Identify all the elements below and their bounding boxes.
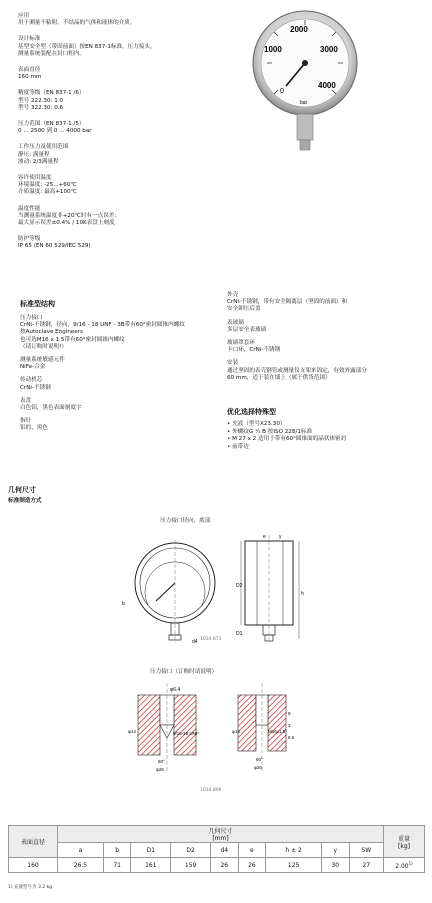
label-3: 3 bbox=[288, 723, 291, 728]
std-left-line-4-0: 铝的，黑色 bbox=[20, 425, 48, 432]
table-col-header-5: e bbox=[238, 843, 266, 858]
std-left-line-3-0: 白色铝，黑色表面刻度字 bbox=[20, 405, 82, 411]
pressure-gauge-image bbox=[250, 8, 360, 153]
spec-line-6-0: 环境温度: -25...+60℃ bbox=[18, 182, 77, 189]
table-cell-8: 30 bbox=[322, 858, 350, 873]
label-b-front: b bbox=[122, 601, 125, 607]
spec-line-2-0: 160 mm bbox=[18, 74, 42, 81]
option-item-3: • 前带边 bbox=[227, 443, 249, 450]
table-cell-0: 160 bbox=[9, 858, 58, 873]
label-phi26-left: φ26 bbox=[156, 767, 164, 772]
table-group-header: 几何尺寸 [mm] bbox=[58, 826, 384, 843]
gauge-label-2000: 2000 bbox=[290, 25, 308, 34]
spec-title-2: 表面直径 bbox=[18, 67, 41, 73]
connection-detail-right bbox=[230, 683, 300, 773]
spec-line-4-0: 0 ... 2500 到 0 ... 4000 bar bbox=[18, 128, 92, 135]
label-60deg-right: 60° bbox=[256, 757, 263, 762]
table-col-header-6: h ± 2 bbox=[266, 843, 322, 858]
spec-line-1-1: 测量系统装配在封口柜内。 bbox=[18, 50, 86, 57]
option-item-0: • 充液（型号X23.30） bbox=[227, 421, 286, 427]
table-cell-7: 125 bbox=[266, 858, 322, 873]
table-col-header-7: y bbox=[322, 843, 350, 858]
gauge-label-3000: 3000 bbox=[320, 45, 338, 54]
label-phi64: φ6.4 bbox=[170, 687, 181, 693]
std-left-title-1: 测量系统敏感元件 bbox=[20, 357, 65, 363]
std-left-title-3: 表盘 bbox=[20, 397, 32, 404]
table-cell-3: 161 bbox=[131, 858, 171, 873]
std-right-line-2-0: 卡口环，CrNi-不锈钢 bbox=[227, 347, 281, 354]
std-left-line-1-0: NiFe-合金 bbox=[20, 364, 46, 371]
spec-title-8: 防护等级 bbox=[18, 236, 41, 243]
table-cell-6: 26 bbox=[238, 858, 266, 873]
gauge-unit: bar bbox=[300, 100, 308, 106]
spec-title-7: 温度性能 bbox=[18, 205, 41, 212]
spec-line-0-0: 用于测量不粘附，不结晶的气体和液体的介质。 bbox=[18, 20, 136, 27]
standard-heading: 标准型结构 bbox=[20, 300, 55, 308]
geometry-subheading: 标准制造方式 bbox=[8, 498, 42, 504]
label-D2: D2 bbox=[236, 583, 243, 589]
std-left-line-2-0: CrNi-不锈钢 bbox=[20, 384, 51, 391]
drawing2-caption: 压力接口（订购时请说明） bbox=[150, 669, 218, 675]
table-weight-header: 重量 [kg] bbox=[384, 826, 425, 858]
spec-line-7-1: 最大显示误差±0.4% / 10K表盘上刻度 bbox=[18, 220, 115, 226]
table-col-header-1: b bbox=[103, 843, 131, 858]
table-cell-10: 2.00$^{1)}$ bbox=[384, 858, 425, 873]
table-cell-1: 26.5 bbox=[58, 858, 104, 873]
table-col-header-4: d4 bbox=[211, 843, 239, 858]
std-right-line-0-0: CrNi-不锈钢，带有安全隔离层（坚固的前面）和 bbox=[227, 299, 348, 306]
front-view-drawing bbox=[120, 535, 230, 650]
spec-title-3: 精度等级（EN 837-1 /6） bbox=[18, 90, 85, 97]
label-y: y bbox=[279, 535, 282, 540]
side-view-drawing bbox=[235, 535, 310, 645]
table-col-header-3: D2 bbox=[171, 843, 211, 858]
label-9: 9 bbox=[288, 711, 291, 716]
table-col-header-8: SW bbox=[349, 843, 383, 858]
spec-title-6: 容许使用温度 bbox=[18, 175, 52, 181]
label-thread-unf: 9/16-18 UNF bbox=[173, 731, 199, 736]
table-cell-2: 71 bbox=[103, 858, 131, 873]
spec-line-1-0: 基型安全型（带固前面）按EN 837-1标准，压力接头， bbox=[18, 43, 156, 50]
std-left-line-0-2: 也可选M16 x 1.5带有60°密封圆锥内螺纹 bbox=[20, 336, 125, 343]
label-phi26-right: φ26 bbox=[254, 765, 262, 770]
table-cell-9: 27 bbox=[349, 858, 383, 873]
dimensions-table bbox=[8, 825, 425, 873]
drawing1-caption: 压力接口径向，底部 bbox=[160, 518, 211, 524]
table-col-header-2: D1 bbox=[131, 843, 171, 858]
std-right-title-3: 安装 bbox=[227, 360, 239, 367]
option-item-1: • 外螺纹G ¼ B 按ISO 228/1标准 bbox=[227, 428, 313, 435]
table-cell-4: 159 bbox=[171, 858, 211, 873]
label-phi14-left: φ14 bbox=[128, 729, 136, 734]
std-left-line-0-3: （请订购时说明!） bbox=[20, 343, 67, 350]
table-footnote: 1) 充液型号为 3.2 kg bbox=[8, 885, 53, 890]
std-right-title-2: 玻璃罩套环 bbox=[227, 340, 255, 346]
spec-line-5-0: 静压: 满量程 bbox=[18, 151, 50, 158]
spec-title-5: 工作压力及使用范围 bbox=[18, 144, 69, 151]
spec-line-8-0: IP 65 (EN 60 529/IEC 529) bbox=[18, 243, 91, 250]
spec-title-0: 应用 bbox=[18, 13, 30, 19]
std-right-title-1: 表玻璃 bbox=[227, 319, 244, 326]
std-right-title-0: 外壳 bbox=[227, 292, 239, 298]
label-8-5: 8.5 bbox=[288, 735, 295, 740]
label-d4: d4 bbox=[192, 639, 198, 645]
gauge-label-4000: 4000 bbox=[318, 81, 336, 90]
geometry-heading: 几何尺寸 bbox=[8, 486, 36, 494]
label-60deg-left: 60° bbox=[158, 759, 165, 764]
std-left-title-0: 压力接口 bbox=[20, 315, 43, 321]
spec-line-3-0: 型号 222.30: 1.0 bbox=[18, 97, 64, 104]
gauge-label-1000: 1000 bbox=[264, 45, 282, 54]
spec-title-4: 压力范围（EN 837-1 /5） bbox=[18, 121, 85, 127]
table-type-header: 表面直径 bbox=[9, 826, 58, 858]
spec-line-5-1: 波动: 2/3满量程 bbox=[18, 158, 59, 165]
label-h: h bbox=[301, 591, 304, 597]
spec-line-7-0: 当测量系统温度非+20℃时有一点误差: bbox=[18, 212, 117, 219]
spec-line-3-1: 型号 322.30: 0.6 bbox=[18, 104, 64, 111]
label-m16: M16x1.5 bbox=[268, 729, 286, 734]
options-heading: 优化选择特殊型 bbox=[227, 408, 276, 416]
table-cell-5: 26 bbox=[211, 858, 239, 873]
spec-title-1: 设计标准 bbox=[18, 36, 41, 43]
std-right-line-1-0: 多层安全表玻璃 bbox=[227, 326, 267, 333]
drawing1-id: 1034.871 bbox=[200, 637, 222, 642]
std-left-line-0-1: 按Autoclave Engineers bbox=[20, 329, 83, 336]
std-left-title-4: 指针 bbox=[20, 418, 32, 425]
std-right-line-3-1: 60 mm，适于装在墙上（属于供货范围） bbox=[227, 374, 331, 381]
std-right-line-0-1: 安全卸压后盖 bbox=[227, 306, 261, 313]
spec-line-6-1: 介质温度: 最高+100℃ bbox=[18, 189, 77, 196]
option-item-2: • M 27 x 2 适用于带有60°圆锥面的晶状体密封 bbox=[227, 436, 347, 442]
std-right-line-3-0: 通过坚固的表壳钢管或测量仪支架来固定，有效外露部分 bbox=[227, 367, 367, 374]
connection-detail-left bbox=[128, 683, 213, 773]
label-D1: D1 bbox=[236, 631, 243, 637]
label-e: e bbox=[263, 535, 266, 540]
std-left-line-0-0: CrNi-不锈钢，径向，9/16 - 18 UNF - 3B带有60°密封圆锥内螺纹 bbox=[20, 322, 185, 329]
label-phi14-right: φ14 bbox=[232, 729, 240, 734]
gauge-label-0: 0 bbox=[280, 88, 284, 95]
std-left-title-2: 传动机芯 bbox=[20, 377, 43, 384]
table-col-header-0: a bbox=[58, 843, 104, 858]
drawing2-id: 1034.898 bbox=[200, 788, 222, 793]
